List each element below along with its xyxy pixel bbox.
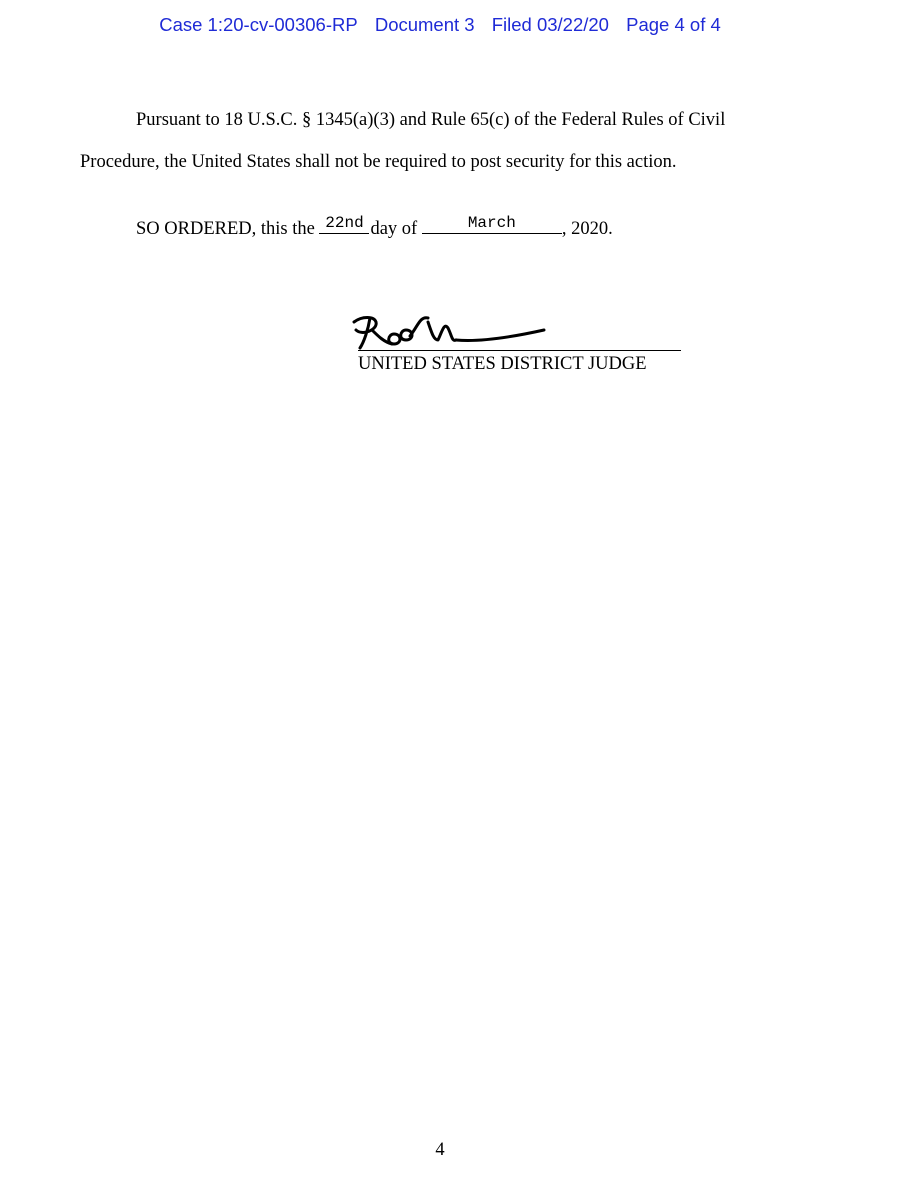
filing-header-stamp [0, 14, 880, 36]
judge-title: UNITED STATES DISTRICT JUDGE [358, 354, 647, 374]
page-count: Page 4 of 4 [626, 14, 721, 35]
paragraph-line-1: Pursuant to 18 U.S.C. § 1345(a)(3) and Rule 65(c) of the Federal Rules of Civil [136, 110, 726, 130]
order-prefix: SO ORDERED, this the [136, 219, 320, 239]
case-number: Case 1:20-cv-00306-RP [159, 14, 358, 35]
month-blank [422, 214, 562, 234]
document-number: Document 3 [374, 14, 475, 35]
order-mid: day of [370, 219, 422, 239]
order-suffix: , 2020. [561, 219, 613, 239]
month-fill: March [467, 214, 516, 232]
signature-line [358, 350, 681, 351]
day-fill: 22nd [325, 214, 364, 232]
filed-date: Filed 03/22/20 [491, 14, 609, 35]
day-blank [319, 214, 369, 234]
page-number: 4 [435, 1140, 445, 1160]
judge-signature [348, 308, 558, 360]
paragraph-line-2: Procedure, the United States shall not be required to post security for this action. [80, 152, 677, 172]
so-ordered-line [136, 214, 613, 239]
